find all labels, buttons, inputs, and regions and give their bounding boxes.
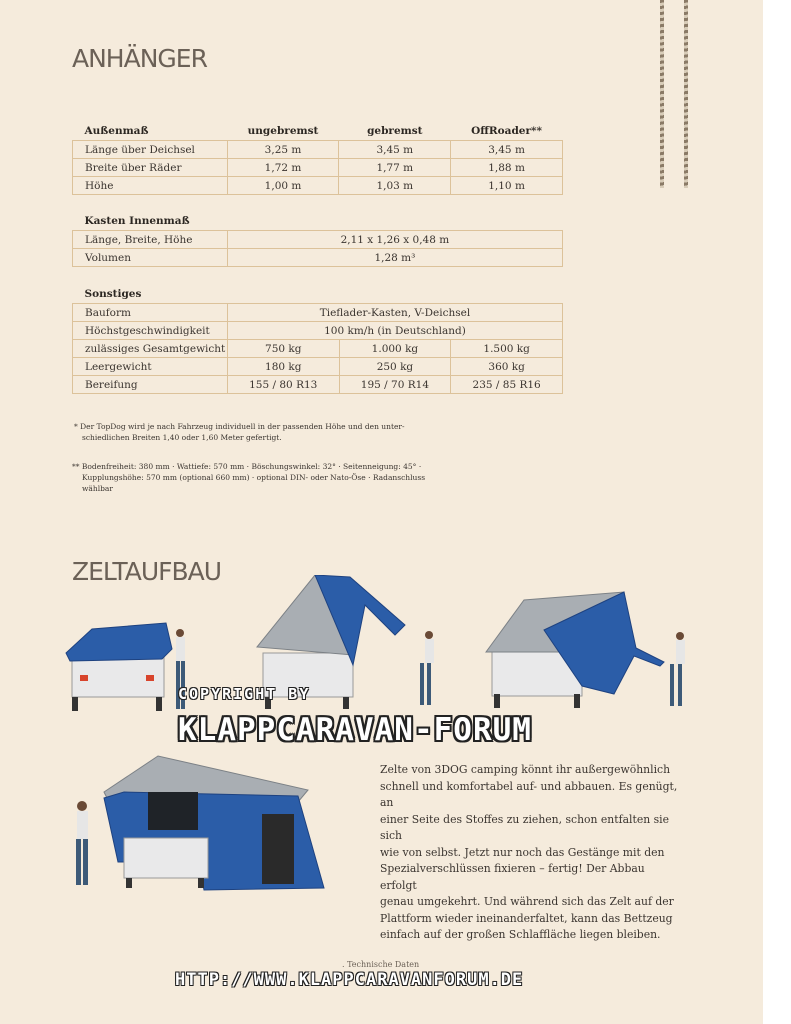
row-label: Bauform bbox=[73, 304, 228, 322]
table-row bbox=[73, 376, 563, 394]
cell-value: 1.500 kg bbox=[451, 340, 563, 358]
table-row bbox=[73, 340, 563, 358]
table-row bbox=[73, 231, 563, 249]
rope-decoration-right bbox=[684, 0, 688, 188]
table-row bbox=[73, 177, 563, 195]
row-label: zulässiges Gesamtgewicht bbox=[73, 340, 228, 358]
footnote-line: Kupplungshöhe: 570 mm (optional 660 mm) · optional DIN- oder Nato-Öse · Radanschluss bbox=[82, 473, 426, 482]
row-label: Breite über Räder bbox=[73, 159, 228, 177]
cell-value: 1,28 m³ bbox=[227, 249, 562, 267]
photo-tent-setup-complete bbox=[68, 752, 330, 892]
table-header-row bbox=[73, 280, 563, 304]
row-label: Länge über Deichsel bbox=[73, 141, 228, 159]
cell-value: 1,00 m bbox=[227, 177, 339, 195]
cell-value: 3,45 m bbox=[451, 141, 563, 159]
header-spacer bbox=[227, 280, 562, 304]
header-kasten-innenmass: Kasten Innenmaß bbox=[73, 207, 228, 231]
watermark-forum-name: KLAPPCARAVAN-FORUM bbox=[178, 712, 532, 748]
cell-value: 2,11 x 1,26 x 0,48 m bbox=[227, 231, 562, 249]
row-label: Höchstgeschwindigkeit bbox=[73, 322, 228, 340]
footnote-topdog bbox=[74, 421, 454, 443]
cell-value: 180 kg bbox=[227, 358, 339, 376]
text-line: Zelte von 3DOG camping könnt ihr außergewöhnlich bbox=[380, 763, 671, 776]
cell-value: Tieflader-Kasten, V-Deichsel bbox=[227, 304, 562, 322]
cell-value: 100 km/h (in Deutschland) bbox=[227, 322, 562, 340]
table-row bbox=[73, 249, 563, 267]
table-header-row bbox=[73, 117, 563, 141]
header-offroader: OffRoader** bbox=[451, 117, 563, 141]
table-row bbox=[73, 159, 563, 177]
section-title-zeltaufbau: ZELTAUFBAU bbox=[72, 557, 222, 586]
cell-value: 1,03 m bbox=[339, 177, 451, 195]
footnote-offroader bbox=[72, 461, 452, 494]
rope-decoration-left bbox=[660, 0, 664, 188]
photo-tent-setup-step-3 bbox=[484, 590, 694, 710]
table-kasten-innenmass bbox=[72, 207, 563, 267]
zeltaufbau-description bbox=[380, 762, 680, 944]
row-label: Bereifung bbox=[73, 376, 228, 394]
header-gebremst: gebremst bbox=[339, 117, 451, 141]
table-row bbox=[73, 358, 563, 376]
table-row bbox=[73, 141, 563, 159]
text-line: wie von selbst. Jetzt nur noch das Gestänge mit den bbox=[380, 845, 665, 859]
section-title-anhaenger: ANHÄNGER bbox=[72, 44, 207, 73]
footnote-line: schiedlichen Breiten 1,40 oder 1,60 Meter gefertigt. bbox=[82, 433, 282, 442]
table-row bbox=[73, 304, 563, 322]
text-line: genau umgekehrt. Und während sich das Zelt auf der bbox=[380, 895, 674, 908]
watermark-url: HTTP://WWW.KLAPPCARAVANFORUM.DE bbox=[175, 970, 524, 990]
table-aussenmass bbox=[72, 117, 563, 195]
header-spacer bbox=[227, 207, 562, 231]
header-sonstiges: Sonstiges bbox=[73, 280, 228, 304]
cell-value: 250 kg bbox=[339, 358, 451, 376]
text-line: schnell und komfortabel auf- und abbauen. Es genügt, an bbox=[380, 779, 678, 809]
cell-value: 1,72 m bbox=[227, 159, 339, 177]
text-line: Spezialverschlüssen fixieren – fertig! Der Abbau erfolgt bbox=[380, 862, 645, 892]
row-label: Volumen bbox=[73, 249, 228, 267]
cell-value: 360 kg bbox=[451, 358, 563, 376]
row-label: Höhe bbox=[73, 177, 228, 195]
cell-value: 1,10 m bbox=[451, 177, 563, 195]
cell-value: 195 / 70 R14 bbox=[339, 376, 451, 394]
watermark-copyright: COPYRIGHT BY bbox=[178, 685, 311, 703]
table-row bbox=[73, 322, 563, 340]
cell-value: 155 / 80 R13 bbox=[227, 376, 339, 394]
footnote-line: ** Bodenfreiheit: 380 mm · Wattiefe: 570 mm · Böschungswinkel: 32° · Seitenneigung: 45° · bbox=[72, 462, 422, 471]
text-line: einfach auf der großen Schlaffläche liegen bleiben. bbox=[380, 928, 661, 941]
cell-value: 3,25 m bbox=[227, 141, 339, 159]
text-line: einer Seite des Stoffes zu ziehen, schon entfalten sie sich bbox=[380, 812, 669, 842]
header-ungebremst: ungebremst bbox=[227, 117, 339, 141]
cell-value: 3,45 m bbox=[339, 141, 451, 159]
cell-value: 750 kg bbox=[227, 340, 339, 358]
cell-value: 235 / 85 R16 bbox=[451, 376, 563, 394]
page-footer: . Technische Daten bbox=[342, 960, 420, 969]
footnote-line: * Der TopDog wird je nach Fahrzeug individuell in der passenden Höhe und den unter- bbox=[74, 422, 405, 431]
row-label: Leergewicht bbox=[73, 358, 228, 376]
cell-value: 1,88 m bbox=[451, 159, 563, 177]
text-line: Plattform wieder ineinanderfaltet, kann das Bettzeug bbox=[380, 911, 673, 925]
footnote-line: wählbar bbox=[82, 484, 113, 493]
header-aussenmass: Außenmaß bbox=[73, 117, 228, 141]
row-label: Länge, Breite, Höhe bbox=[73, 231, 228, 249]
table-header-row bbox=[73, 207, 563, 231]
cell-value: 1,77 m bbox=[339, 159, 451, 177]
table-sonstiges bbox=[72, 280, 563, 394]
cell-value: 1.000 kg bbox=[339, 340, 451, 358]
